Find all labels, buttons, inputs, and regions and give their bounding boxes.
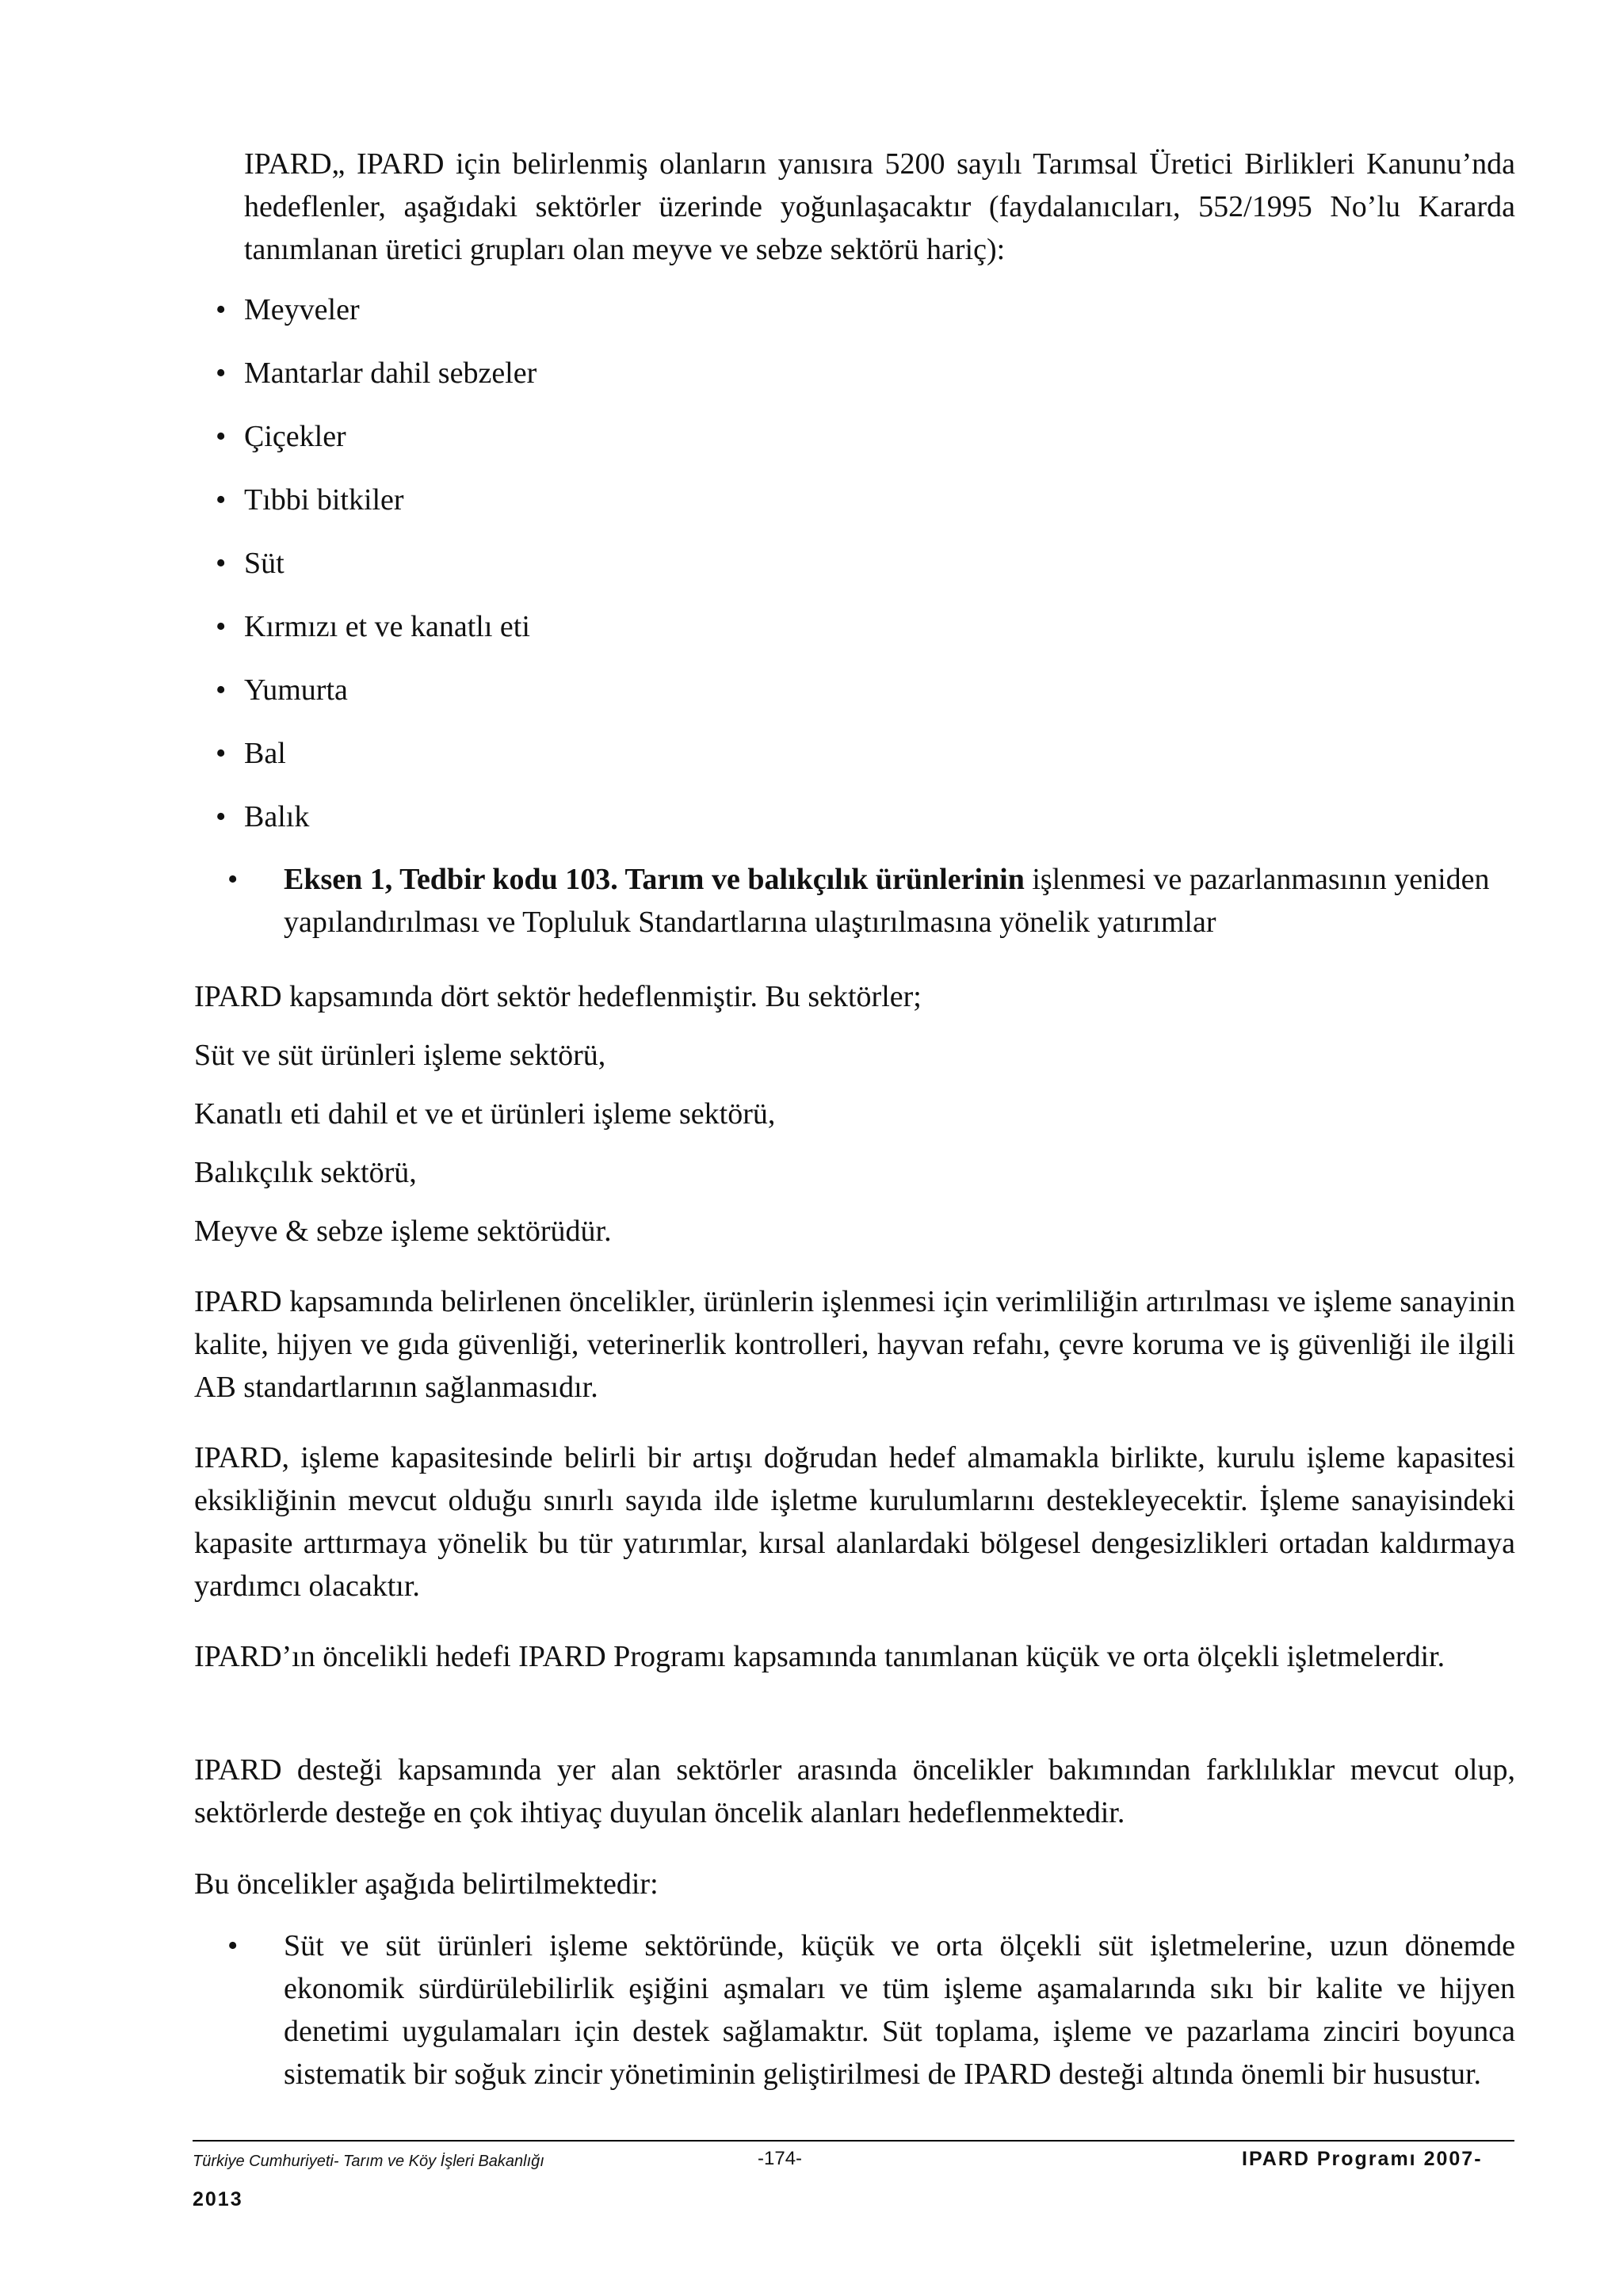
bullet-icon: • <box>227 863 239 896</box>
list-item-text: Balık <box>244 800 310 833</box>
paragraph: IPARD desteği kapsamında yer alan sektörler arasında öncelikler bakımından farklılıklar mevcut olup, sektörlerde desteğe en çok ihtiyaç duyulan öncelik alanları hedeflenmektedir. <box>194 1753 1515 1829</box>
footer-divider <box>193 2140 1514 2142</box>
list-item <box>216 795 309 838</box>
intro-paragraph: IPARD„ IPARD için belirlenmiş olanların yanısıra 5200 sayılı Tarımsal Üretici Birlikleri Kanunu’nda hedeflenler, aşağıdaki sektörler üzerinde yoğunlaşacaktır (faydalanıcıları, 552/1995 No’lu Kararda tanımlanan üretici grupları olan meyve ve sebze sektörü hariç): <box>244 147 1515 266</box>
list-item-text: Bal <box>244 737 286 770</box>
bullet-icon: • <box>216 293 227 326</box>
paragraph: IPARD’ın öncelikli hedefi IPARD Programı kapsamında tanımlanan küçük ve orta ölçekli işletmelerdir. <box>194 1640 1445 1673</box>
list-item <box>216 352 537 395</box>
list-item-text: Kırmızı et ve kanatlı eti <box>244 610 530 643</box>
target-sector: Balıkçılık sektörü, <box>194 1156 417 1189</box>
bullet-icon: • <box>216 673 227 707</box>
bullet-icon: • <box>227 1929 239 1962</box>
list-item-text: Çiçekler <box>244 420 346 453</box>
list-item <box>216 288 360 331</box>
bullet-icon: • <box>216 737 227 770</box>
bullet-icon: • <box>216 357 227 390</box>
bullet-icon: • <box>216 420 227 453</box>
paragraph: IPARD, işleme kapasitesinde belirli bir artışı doğrudan hedef almamakla birlikte, kurulu işleme kapasitesi eksikliğinin mevcut olduğu sınırlı sayıda ilde işletme kurulumlarını destekleyecektir. İşleme sanayisindeki kapasite arttırmaya yönelik bu tür yatırımlar, kırsal alanlardaki bölgesel dengesizlikleri ortadan kaldırmaya yardımcı olacaktır. <box>194 1441 1515 1603</box>
measure-heading-bold: Eksen 1, Tedbir kodu 103. Tarım ve balıkçılık ürünlerinin <box>284 863 1025 896</box>
list-item <box>216 479 404 521</box>
bullet-icon: • <box>216 800 227 833</box>
bullet-icon: • <box>216 483 227 517</box>
footer-year: 2013 <box>193 2188 243 2210</box>
list-item-text: Yumurta <box>244 673 348 707</box>
bullet-icon: • <box>216 547 227 580</box>
measure-heading-text: işlenmesi ve pazarlanmasının yeniden yapılandırılması ve Topluluk Standartlarına ulaştırılmasına yönelik yatırımlar <box>284 863 1490 939</box>
target-sector: Meyve & sebze işleme sektörüdür. <box>194 1215 612 1248</box>
footer-program: IPARD Programı 2007- <box>1242 2148 1483 2170</box>
priorities-intro: Bu öncelikler aşağıda belirtilmektedir: <box>194 1867 659 1901</box>
list-item <box>216 605 530 648</box>
list-item-text: Tıbbi bitkiler <box>244 483 404 517</box>
measure-heading <box>284 858 1515 944</box>
paragraph: IPARD kapsamında belirlenen öncelikler, ürünlerin işlenmesi için verimliliğin artırılması ve işleme sanayinin kalite, hijyen ve gıda güvenliği, veterinerlik kontrolleri, hayvan refahı, çevre koruma ve iş güvenliği ile ilgili AB standartlarının sağlanmasıdır. <box>194 1285 1515 1404</box>
target-intro: IPARD kapsamında dört sektör hedeflenmiştir. Bu sektörler; <box>194 980 922 1013</box>
target-sector: Süt ve süt ürünleri işleme sektörü, <box>194 1039 606 1072</box>
footer-ministry: Türkiye Cumhuriyeti- Tarım ve Köy İşleri Bakanlığı <box>193 2153 544 2170</box>
priority-bullet-text: Süt ve süt ürünleri işleme sektöründe, küçük ve orta ölçekli süt işletmelerine, uzun dönemde ekonomik sürdürülebilirlik eşiğini aşmaları ve tüm işleme aşamalarında sıkı bir kalite ve hijyen denetimi uygulamaları için destek sağlamaktır. Süt toplama, işleme ve pazarlama zinciri boyunca sistematik bir soğuk zincir yönetiminin geliştirilmesi de IPARD desteği altında önemli bir husustur. <box>284 1929 1515 2091</box>
list-item-text: Mantarlar dahil sebzeler <box>244 357 537 390</box>
list-item-text: Süt <box>244 547 285 580</box>
target-sector: Kanatlı eti dahil et ve et ürünleri işleme sektörü, <box>194 1097 776 1131</box>
list-item <box>216 732 286 775</box>
bullet-icon: • <box>216 610 227 643</box>
list-item-text: Meyveler <box>244 293 360 326</box>
list-item <box>216 542 285 585</box>
list-item <box>216 669 348 711</box>
page-number: -174- <box>758 2148 803 2169</box>
list-item <box>216 415 346 458</box>
